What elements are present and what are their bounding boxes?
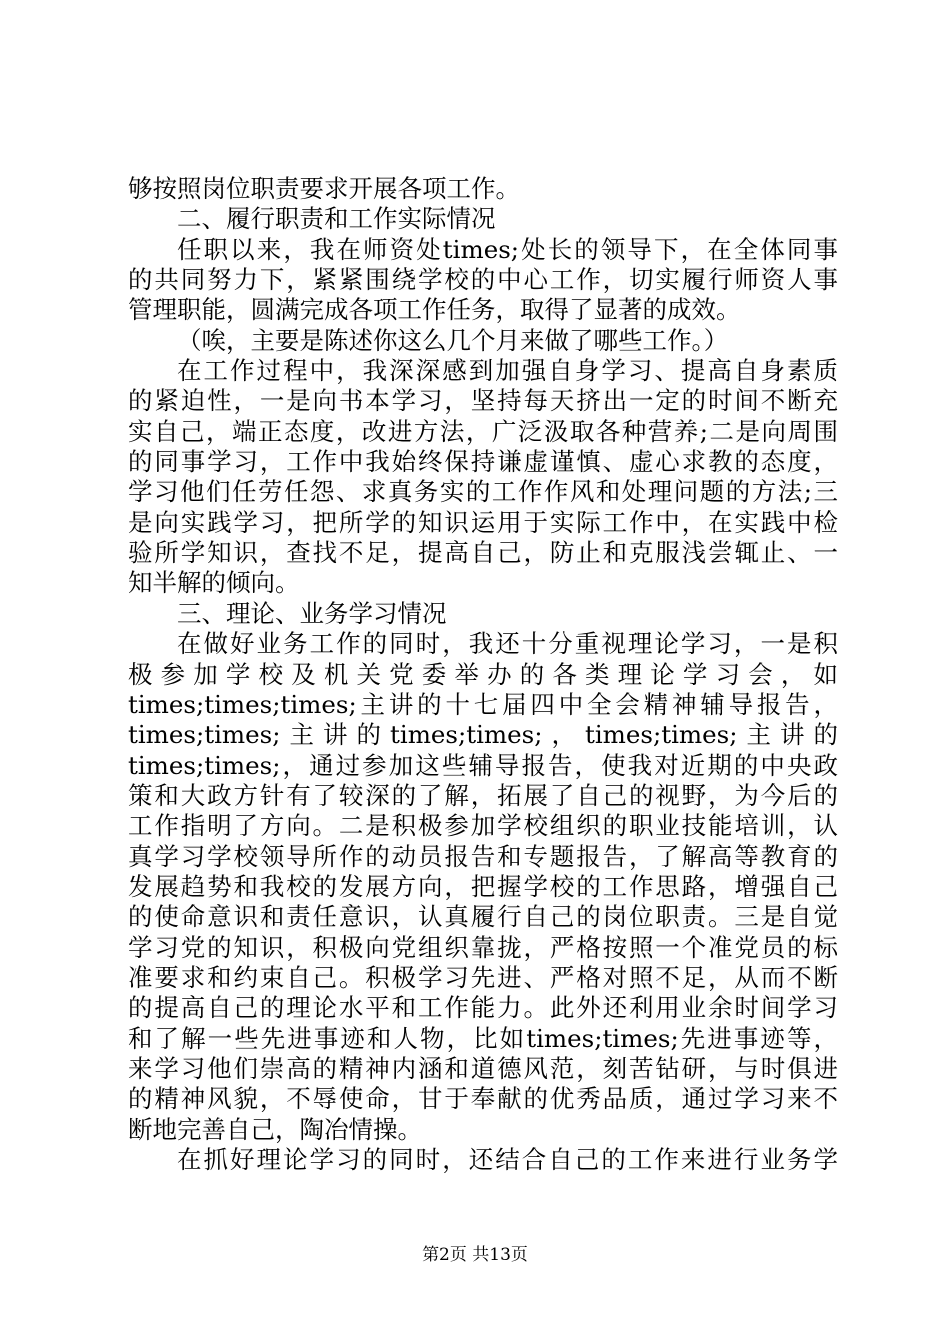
text-line: 实自己，端正态度，改进方法，广泛汲取各种营养;二是向周围 [128,416,838,446]
text-line: 学习党的知识，积极向党组织靠拢，严格按照一个准党员的标 [128,932,838,962]
section-heading: 二、履行职责和工作实际情况 [177,204,496,234]
text-line: 的共同努力下，紧紧围绕学校的中心工作，切实履行师资人事 [128,265,838,295]
text-line: 在抓好理论学习的同时，还结合自己的工作来进行业务学 [177,1145,838,1174]
text-line: 工作指明了方向。二是积极参加学校组织的职业技能培训，认 [128,811,838,841]
text-line: 任职以来，我在师资处times;处长的领导下，在全体同事 [177,234,838,264]
text-line: 是向实践学习，把所学的知识运用于实际工作中，在实践中检 [128,507,838,537]
text-line: times;times;，通过参加这些辅导报告，使我对近期的中央政 [128,750,838,780]
text-line: 知半解的倾向。 [128,568,300,598]
text-line: times;times;times;主讲的十七届四中全会精神辅导报告， [128,689,838,719]
text-line: 在做好业务工作的同时，我还十分重视理论学习，一是积 [177,629,838,659]
text-line: 来学习他们崇高的精神内涵和道德风范，刻苦钻研，与时俱进 [128,1053,838,1083]
text-line: 的精神风貌，不辱使命，甘于奉献的优秀品质，通过学习来不 [128,1084,838,1114]
text-line: 策和大政方针有了较深的了解，拓展了自己的视野，为今后的 [128,780,838,810]
text-line: 的同事学习，工作中我始终保持谦虚谨慎、虚心求教的态度， [128,447,838,477]
text-line: 的使命意识和责任意识，认真履行自己的岗位职责。三是自觉 [128,902,838,932]
text-line: 在工作过程中，我深深感到加强自身学习、提高自身素质 [177,356,838,386]
text-line: 管理职能，圆满完成各项工作任务，取得了显著的成效。 [128,295,741,325]
text-line: 准要求和约束自己。积极学习先进、严格对照不足，从而不断 [128,962,838,992]
page-number: 第2页 共13页 [422,1245,528,1265]
text-line: 断地完善自己，陶冶情操。 [128,1114,422,1144]
text-line: （唉，主要是陈述你这么几个月来做了哪些工作。） [177,325,729,355]
text-line: 极参加学校及机关党委举办的各类理论学习会，如 [128,659,838,689]
document-body [128,174,838,1175]
text-line: 的紧迫性，一是向书本学习，坚持每天挤出一定的时间不断充 [128,386,838,416]
text-line: 发展趋势和我校的发展方向，把握学校的工作思路，增强自己 [128,871,838,901]
text-line: 验所学知识，查找不足，提高自己，防止和克服浅尝辄止、一 [128,538,838,568]
text-line: 够按照岗位职责要求开展各项工作。 [128,174,520,203]
section-heading: 三、理论、业务学习情况 [177,598,447,628]
text-line: 学习他们任劳任怨、求真务实的工作作风和处理问题的方法;三 [128,477,838,507]
text-line: 的提高自己的理论水平和工作能力。此外还利用业余时间学习 [128,993,838,1023]
text-line: 真学习学校领导所作的动员报告和专题报告，了解高等教育的 [128,841,838,871]
text-line: 和了解一些先进事迹和人物，比如times;times;先进事迹等， [128,1023,838,1053]
text-line: times;times;主讲的times;times;，times;times;主讲的 [128,720,838,750]
